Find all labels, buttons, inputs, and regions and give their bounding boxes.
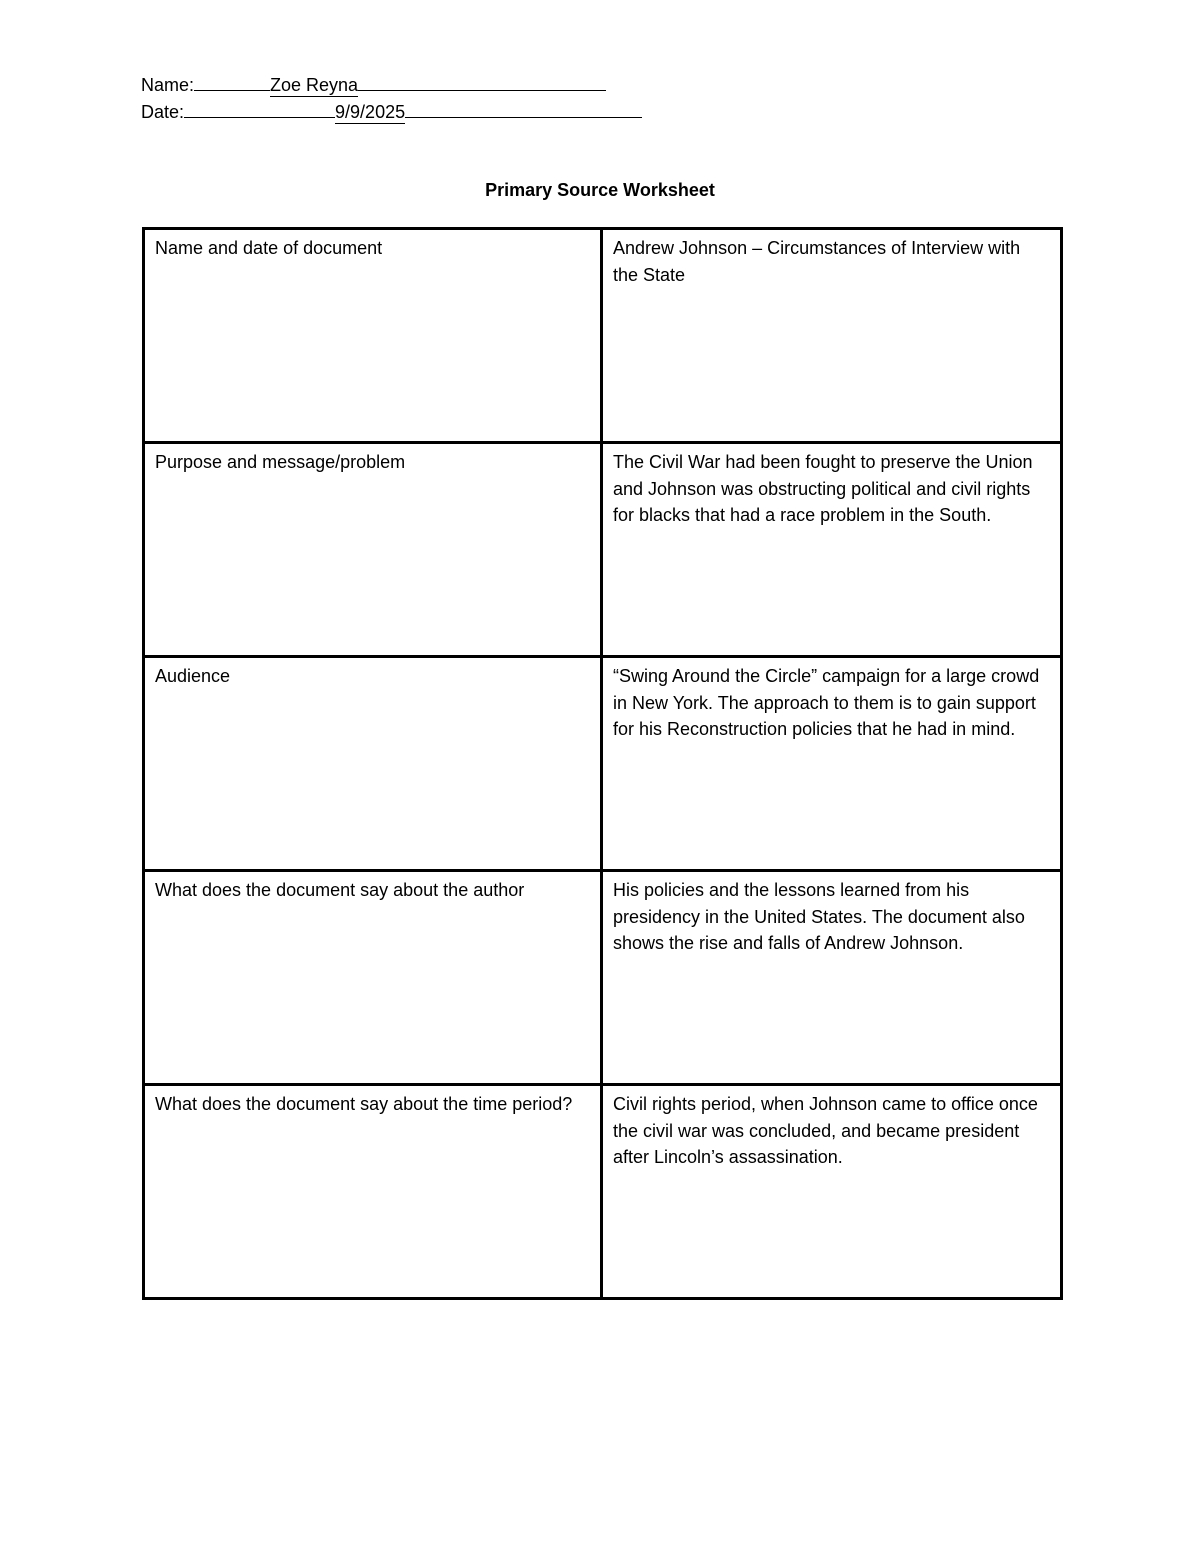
date-label: Date: (141, 102, 185, 122)
row-answer-time-period[interactable]: Civil rights period, when Johnson came to office once the civil war was concluded, and became president after Lincoln’s assassination. (602, 1085, 1062, 1299)
worksheet-table (142, 227, 1063, 1300)
row-label-name-and-date: Name and date of document (144, 229, 602, 443)
row-label-audience: Audience (144, 657, 602, 871)
date-value[interactable]: 9/9/2025 (335, 102, 406, 122)
row-answer-audience[interactable]: “Swing Around the Circle” campaign for a large crowd in New York. The approach to them is to gain support for his Reconstruction policies that he had in mind. (602, 657, 1062, 871)
name-line (141, 74, 606, 97)
name-label: Name: (141, 75, 195, 95)
row-label-purpose: Purpose and message/problem (144, 443, 602, 657)
table-row (144, 229, 1062, 443)
table-row (144, 1085, 1062, 1299)
table-row (144, 657, 1062, 871)
name-blank-after (358, 74, 606, 91)
table-row (144, 443, 1062, 657)
name-blank-before (194, 74, 270, 91)
row-label-author: What does the document say about the author (144, 871, 602, 1085)
date-line (141, 101, 642, 124)
date-blank-before (184, 101, 335, 118)
page-title: Primary Source Worksheet (485, 180, 715, 200)
date-blank-after (405, 101, 642, 118)
name-value[interactable]: Zoe Reyna (270, 75, 359, 95)
row-answer-purpose[interactable]: The Civil War had been fought to preserve the Union and Johnson was obstructing political and civil rights for blacks that had a race problem in the South. (602, 443, 1062, 657)
row-answer-name-and-date[interactable]: Andrew Johnson – Circumstances of Interview with the State (602, 229, 1062, 443)
row-label-time-period: What does the document say about the time period? (144, 1085, 602, 1299)
row-answer-author[interactable]: His policies and the lessons learned from his presidency in the United States. The document also shows the rise and falls of Andrew Johnson. (602, 871, 1062, 1085)
table-row (144, 871, 1062, 1085)
